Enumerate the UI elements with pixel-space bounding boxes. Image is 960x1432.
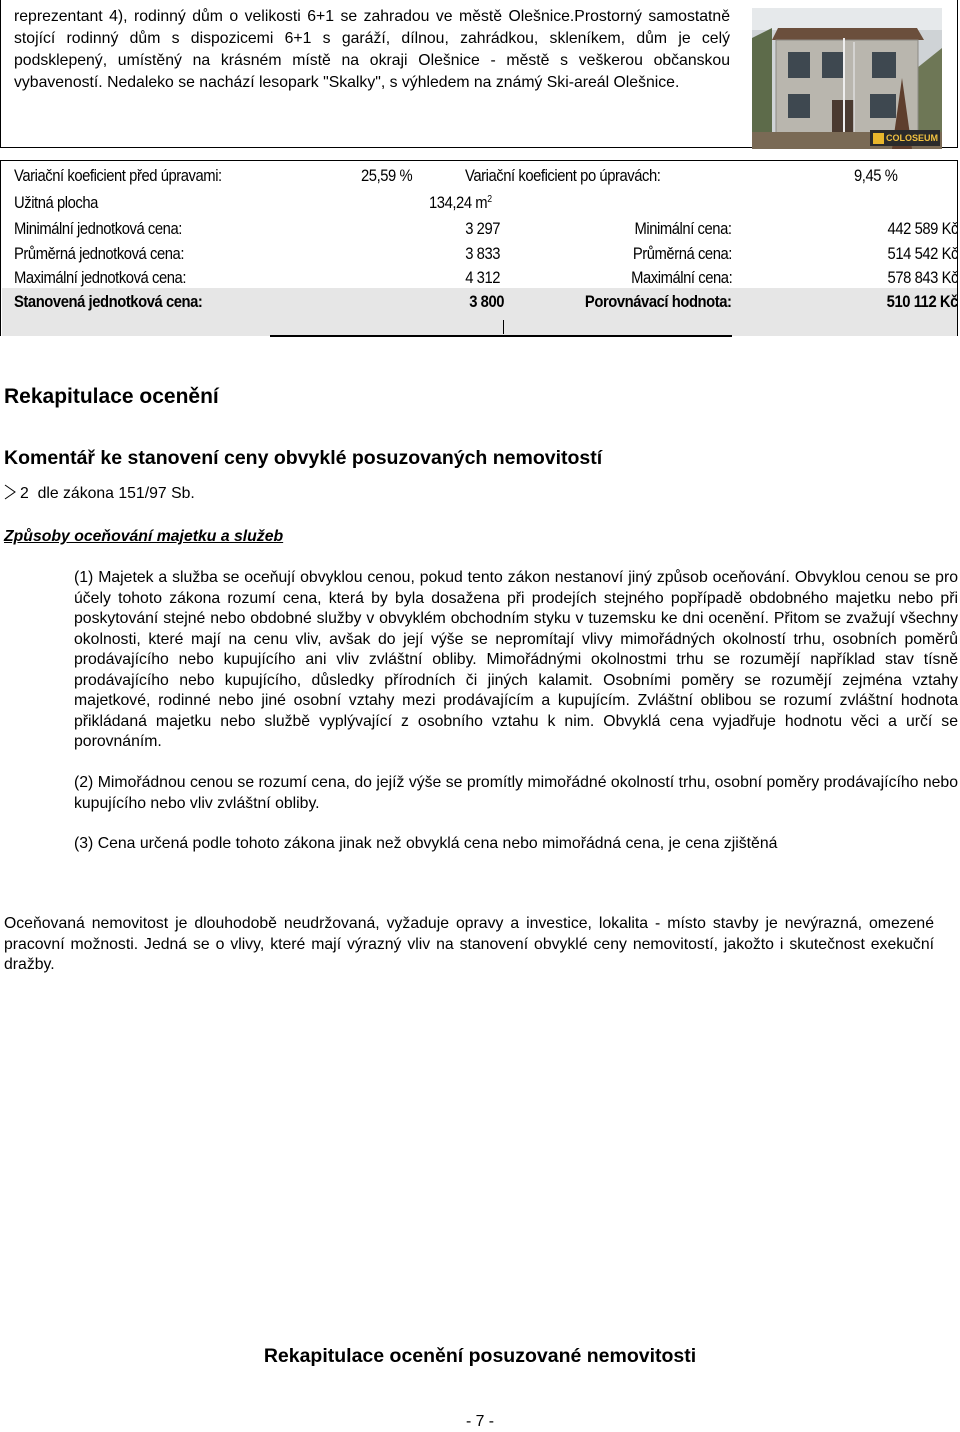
compare-value: 510 112 Kč: [886, 292, 958, 311]
var-after-value: 9,45 %: [854, 166, 898, 185]
comment-heading: Komentář ke stanovení ceny obvyklé posuzovaných nemovitostí: [4, 447, 603, 469]
min-price-label: Minimální cena:: [634, 219, 732, 238]
max-price-value: 578 843 Kč: [887, 268, 958, 287]
var-after-label: Variační koeficient po úpravách:: [465, 166, 661, 185]
property-description: reprezentant 4), rodinný dům o velikosti 6+1 se zahradou ve městě Olešnice.Prostorný samostatně stojící rodinný dům s dispozicemi 6+1 s garáží, dílnou, zahrádkou, skleníkem, dům je celý podsklepený, umístěný na krásném místě na okraji Olešnice - městě s veškerou občanskou vybaveností. Nedaleko se nachází lesopark "Skalky", s výhledem na známý Ski-areál Olešnice.: [14, 8, 730, 91]
var-before-value: 25,59 %: [361, 166, 413, 185]
methods-heading: Způsoby oceňování majetku a služeb: [4, 528, 284, 545]
conclusion-paragraph: Oceňovaná nemovitost je dlouhodobě neudržovaná, vyžaduje opravy a investice, lokalita - místo stavby je nevýrazná, omezené pracovní možnosti. Jedná se o vlivy, které mají výrazný vliv na stanovení obvyklé ceny nemovitostí, jakožto i skutečnost exekuční dražby.: [4, 915, 934, 973]
house-photo: [752, 8, 942, 149]
max-unit-label: Maximální jednotková cena:: [14, 268, 187, 287]
compare-label: Porovnávací hodnota:: [585, 292, 732, 311]
max-price-label: Maximální cena:: [630, 268, 732, 287]
recap-heading: Rekapitulace ocenění: [4, 385, 219, 408]
avg-price-label: Průměrná cena:: [632, 244, 732, 263]
law-reference: 2 dle zákona 151/97 Sb.: [4, 484, 195, 503]
bottom-heading: Rekapitulace ocenění posuzované nemovitosti: [263, 1345, 697, 1367]
valuation-stats-table: [0, 160, 960, 338]
result-underline: [270, 335, 732, 337]
set-unit-label: Stanovená jednotková cena:: [14, 292, 203, 311]
area-value: 134,24 $m^2$: [429, 193, 492, 212]
law-paragraph-1: (1) Majetek a služba se oceňují obvyklou cenou, pokud tento zákon nestanoví jiný způsob oceňování. Obvyklou cenou se pro účely tohoto zákona rozumí cena, která by byla dosažena při prodejích stejného popřípadě obdobného majetku nebo při poskytování stejné nebo obdobné služby v obvyklém obchodním styku v tuzemsku ke dni ocenění. Přitom se zvažují všechny okolnosti, které mají na cenu vliv, avšak do její výše se nepromítají vlivy mimořádných okolností trhu, osobních poměrů prodávajícího nebo kupujícího ani vliv zvláštní obliby. Mimořádnými okolnostmi trhu se rozumějí například stav tísně prodávajícího nebo kupujícího, důsledky přírodních či jiných kalamit. Osobními poměry se rozumějí zejména vztahy majetkové, rodinné nebo jiné osobní vztahy mezi prodávajícím a kupujícím. Zvláštní oblibou se rozumí zvláštní hodnota přikládaná majetku nebo službě vyplývající z osobního vztahu k nim. Obvyklá cena vyjadřuje hodnotu věci a určí se porovnáním.: [74, 569, 958, 750]
min-unit-label: Minimální jednotková cena:: [14, 219, 182, 238]
min-unit-value: 3 297: [465, 219, 500, 238]
law-paragraph-3: (3) Cena určená podle tohoto zákona jinak než obvyklá cena nebo mimořádná cena, je cena zjištěná: [74, 835, 778, 852]
law-paragraph-2: (2) Mimořádnou cenou se rozumí cena, do jejíž výše se promítly mimořádné okolností trhu, osobní poměry prodávajícího nebo kupujícího nebo vliv zvláštní obliby.: [74, 774, 958, 812]
result-tick: [503, 320, 504, 334]
avg-unit-label: Průměrná jednotková cena:: [14, 244, 185, 263]
var-before-label: Variační koeficient před úpravami:: [14, 166, 222, 185]
min-price-value: 442 589 Kč: [887, 219, 958, 238]
area-label: Užitná plocha: [14, 193, 98, 212]
set-unit-value: 3 800: [469, 292, 504, 311]
page-number: - 7 -: [465, 1413, 495, 1430]
max-unit-value: 4 312: [465, 268, 500, 287]
arrow-right-icon: [4, 484, 18, 500]
avg-price-value: 514 542 Kč: [887, 244, 958, 263]
avg-unit-value: 3 833: [465, 244, 500, 263]
svg-text:COLOSEUM: COLOSEUM: [886, 133, 939, 143]
